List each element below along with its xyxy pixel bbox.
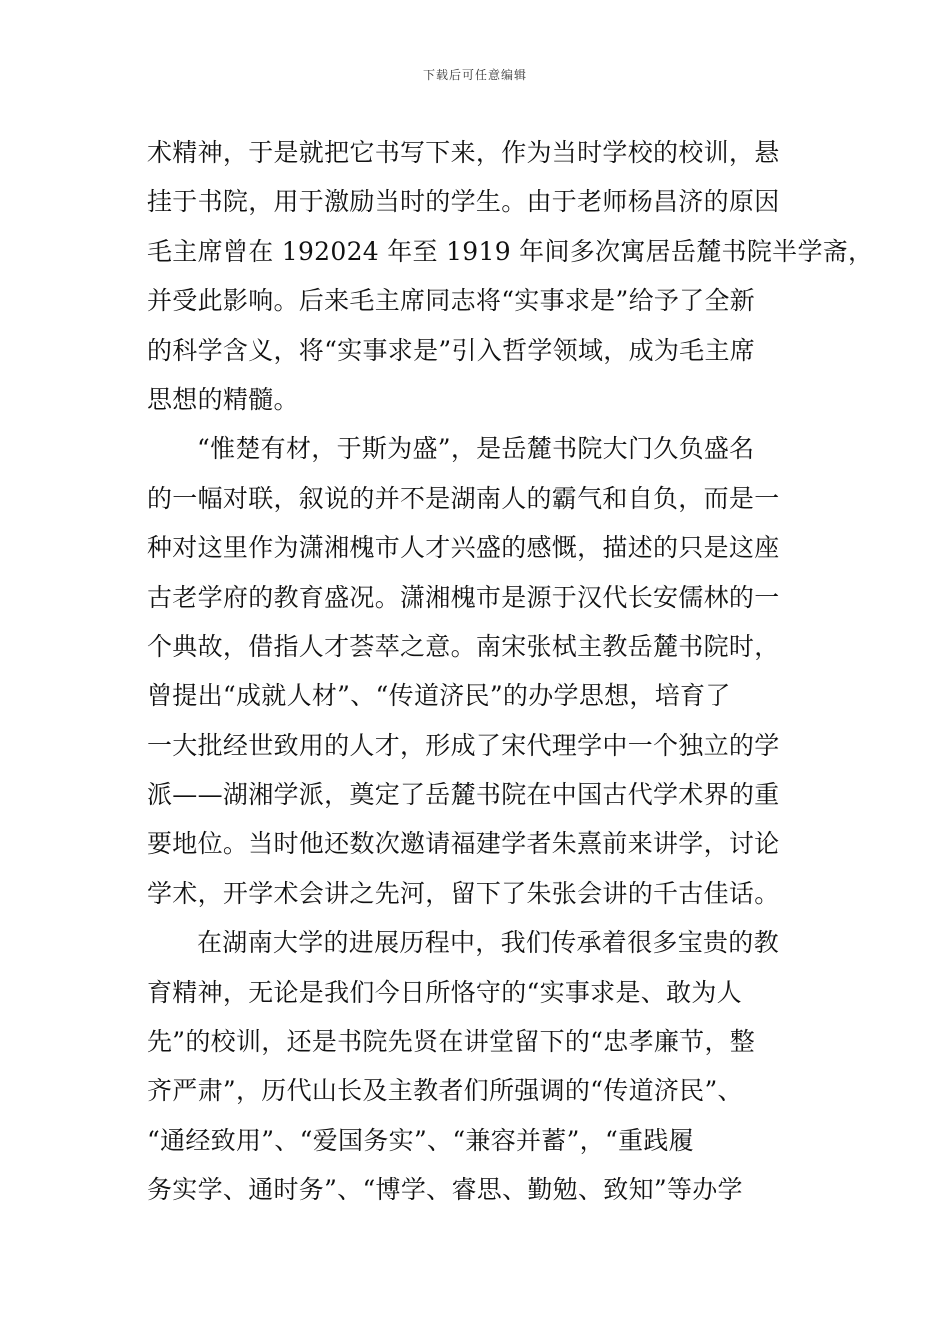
paragraph-start-line: “惟楚有材，于斯为盛”，是岳麓书院大门久负盛名 — [197, 434, 755, 464]
text-line: 育精神，无论是我们今日所恪守的“实事求是、敢为人 — [147, 977, 742, 1007]
text-line: 的一幅对联，叙说的并不是湖南人的霸气和自负，而是一 — [147, 483, 780, 513]
text-line: 术精神，于是就把它书写下来，作为当时学校的校训，悬 — [147, 138, 780, 167]
text-line: 挂于书院，用于激励当时的学生。由于老师杨昌济的原因 — [147, 187, 780, 217]
text-line: 学术，开学术会讲之先河，留下了朱张会讲的千古佳话。 — [147, 878, 780, 908]
text-line: 要地位。当时他还数次邀请福建学者朱熹前来讲学，讨论 — [147, 829, 780, 859]
page-header: 下载后可任意编辑 — [422, 68, 527, 82]
text-line: 一大批经世致用的人才，形成了宋代理学中一个独立的学 — [147, 730, 780, 760]
paragraph-start-line: 在湖南大学的进展历程中，我们传承着很多宝贵的教 — [197, 928, 779, 958]
text-line: 齐严肃”，历代山长及主教者们所强调的“传道济民”、 — [147, 1076, 743, 1106]
text-line: 派——湖湘学派，奠定了岳麓书院在中国古代学术界的重 — [147, 780, 780, 810]
body-text — [147, 128, 874, 1215]
text-line: 曾提出“成就人材”、“传道济民”的办学思想，培育了 — [147, 681, 731, 711]
text-line: 务实学、通时务”、“博学、睿思、勤勉、致知”等办学 — [147, 1175, 743, 1205]
text-line: 先”的校训，还是书院先贤在讲堂留下的“忠孝廉节，整 — [147, 1027, 756, 1057]
text-line: 古老学府的教育盛况。潇湘槐市是源于汉代长安儒林的一 — [147, 582, 780, 612]
text-line: 个典故，借指人才荟萃之意。南宋张栻主教岳麓书院时， — [147, 631, 780, 661]
text-line: 毛主席曾在 192024 年至 1919 年间多次寓居岳麓书院半学斋， — [147, 236, 874, 266]
text-line: 种对这里作为潇湘槐市人才兴盛的感慨，描述的只是这座 — [147, 533, 780, 563]
text-line: 并受此影响。后来毛主席同志将“实事求是”给予了全新 — [147, 286, 756, 316]
text-line: 的科学含义，将“实事求是”引入哲学领域，成为毛主席 — [147, 335, 756, 365]
text-line: 思想的精髓。 — [147, 384, 299, 414]
text-line: “通经致用”、“爱国务实”、“兼容并蓄”，“重践履 — [147, 1125, 694, 1155]
